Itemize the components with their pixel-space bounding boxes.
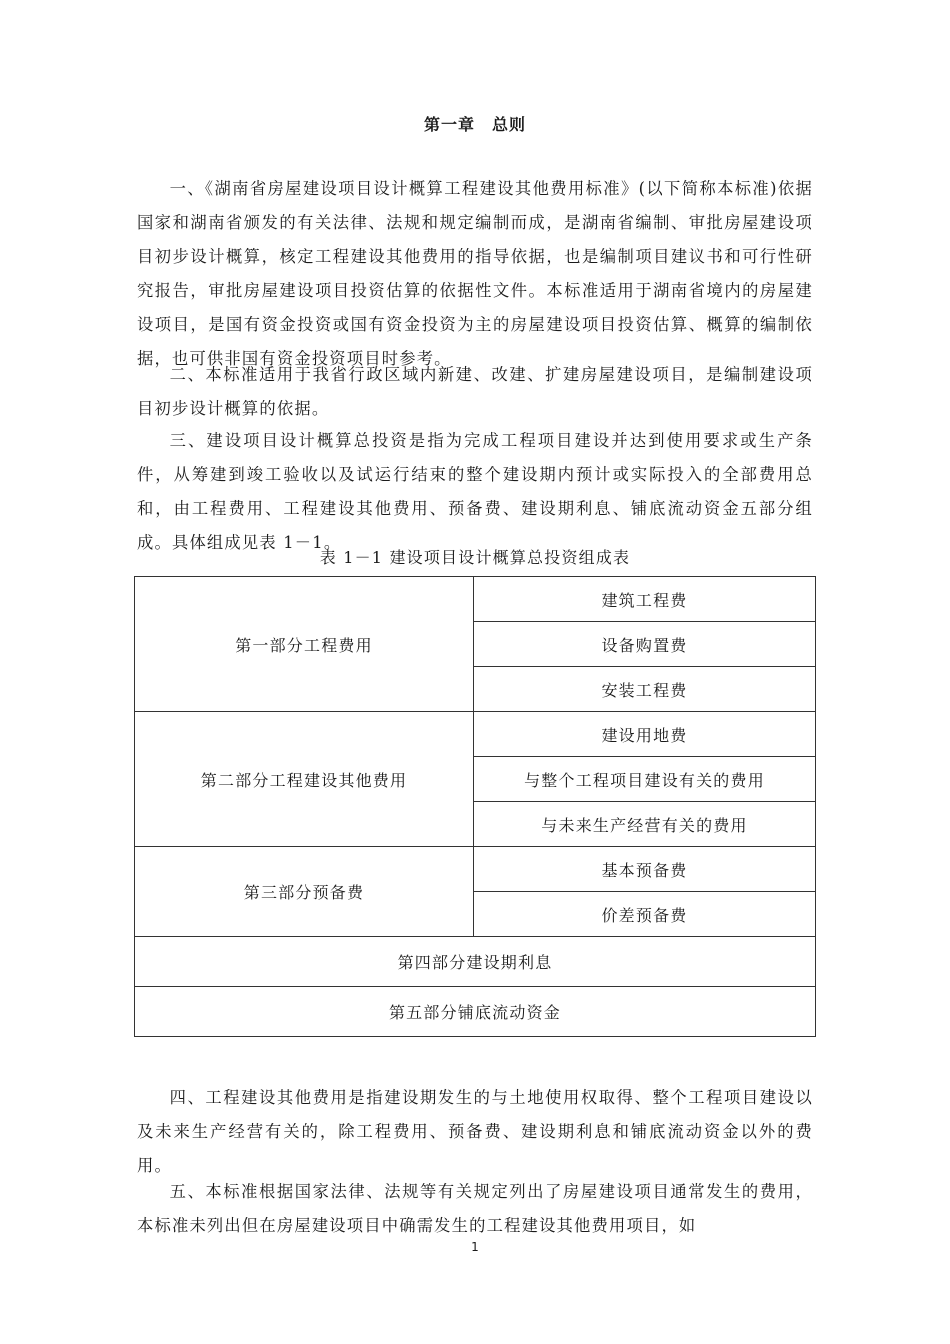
- table-row: [135, 847, 816, 892]
- item-cell: 设备购置费: [474, 622, 816, 667]
- paragraph-1: 一、《湖南省房屋建设项目设计概算工程建设其他费用标准》(以下简称本标准)依据国家和湖南省颁发的有关法律、法规和规定编制而成，是湖南省编制、审批房屋建设项目初步设计概算，核定工程建设其他费用的指导依据，也是编制项目建议书和可行性研究报告，审批房屋建设项目投资估算的依据性文件。本标准适用于湖南省境内的房屋建设项目，是国有资金投资或国有资金投资为主的房屋建设项目投资估算、概算的编制依据，也可供非国有资金投资项目时参考。: [137, 179, 813, 368]
- item-cell: 与未来生产经营有关的费用: [474, 802, 816, 847]
- item-cell: 基本预备费: [474, 847, 816, 892]
- item-cell: 与整个工程项目建设有关的费用: [474, 757, 816, 802]
- item-cell: 建筑工程费: [474, 577, 816, 622]
- paragraph-5: 五、本标准根据国家法律、法规等有关规定列出了房屋建设项目通常发生的费用，本标准未列出但在房屋建设项目中确需发生的工程建设其他费用项目，如: [137, 1182, 813, 1235]
- table-caption: 表 1－1 建设项目设计概算总投资组成表: [319, 548, 631, 567]
- table-row: [135, 937, 816, 987]
- paragraph-4: 四、工程建设其他费用是指建设期发生的与土地使用权取得、整个工程项目建设以及未来生产经营有关的，除工程费用、预备费、建设期利息和铺底流动资金以外的费用。: [137, 1088, 813, 1175]
- item-cell: 安装工程费: [474, 667, 816, 712]
- cost-composition-table: [134, 576, 816, 1037]
- part-cell: 第二部分工程建设其他费用: [135, 712, 474, 847]
- page-number: 1: [471, 1240, 479, 1254]
- item-cell: 建设用地费: [474, 712, 816, 757]
- item-cell: 价差预备费: [474, 892, 816, 937]
- table-row: [135, 987, 816, 1037]
- chapter-title: 第一章 总则: [423, 115, 526, 134]
- part-cell: 第一部分工程费用: [135, 577, 474, 712]
- part-cell: 第三部分预备费: [135, 847, 474, 937]
- full-row-cell: 第四部分建设期利息: [135, 937, 816, 987]
- paragraph-2: 二、本标准适用于我省行政区域内新建、改建、扩建房屋建设项目，是编制建设项目初步设计概算的依据。: [137, 365, 813, 418]
- table-row: [135, 712, 816, 757]
- full-row-cell: 第五部分铺底流动资金: [135, 987, 816, 1037]
- table-row: [135, 577, 816, 622]
- paragraph-3: 三、建设项目设计概算总投资是指为完成工程项目建设并达到使用要求或生产条件，从筹建到竣工验收以及试运行结束的整个建设期内预计或实际投入的全部费用总和，由工程费用、工程建设其他费用、预备费、建设期利息、铺底流动资金五部分组成。具体组成见表 1－1。: [137, 431, 813, 552]
